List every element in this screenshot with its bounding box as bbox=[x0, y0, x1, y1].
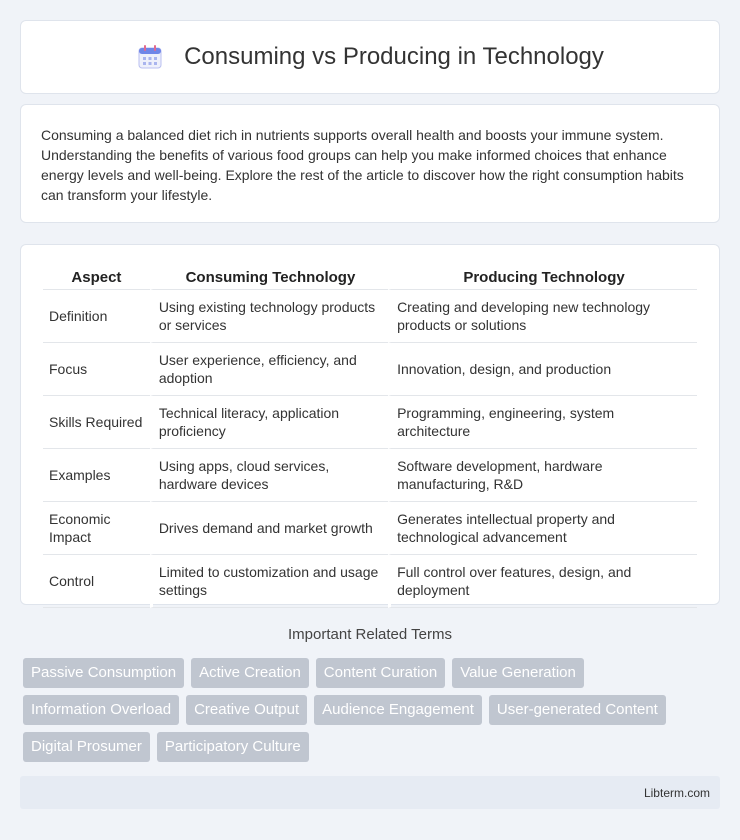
table-cell: Creating and developing new technology products or solutions bbox=[388, 290, 697, 343]
table-cell: Using apps, cloud services, hardware devices bbox=[150, 449, 388, 502]
related-term-tag[interactable]: Creative Output bbox=[186, 695, 307, 725]
related-term-tag[interactable]: Value Generation bbox=[452, 658, 584, 688]
table-row bbox=[43, 396, 697, 449]
related-term-tag[interactable]: Information Overload bbox=[23, 695, 179, 725]
table-cell: Programming, engineering, system architecture bbox=[388, 396, 697, 449]
table-row bbox=[43, 343, 697, 396]
table-cell: Skills Required bbox=[43, 396, 150, 449]
related-term-tag[interactable]: User-generated Content bbox=[489, 695, 666, 725]
related-term-tag[interactable]: Digital Prosumer bbox=[23, 732, 150, 762]
related-term-tag[interactable]: Active Creation bbox=[191, 658, 309, 688]
column-header-producing: Producing Technology bbox=[388, 265, 697, 290]
footer-site-link[interactable]: Libterm.com bbox=[643, 785, 710, 800]
table-cell: Drives demand and market growth bbox=[150, 502, 388, 555]
related-term-tag[interactable]: Audience Engagement bbox=[314, 695, 482, 725]
table-cell: Definition bbox=[43, 290, 150, 343]
calendar-icon bbox=[136, 43, 164, 71]
column-header-aspect: Aspect bbox=[43, 265, 150, 290]
related-term-tag[interactable]: Content Curation bbox=[316, 658, 445, 688]
table-cell: User experience, efficiency, and adoption bbox=[150, 343, 388, 396]
related-terms-list bbox=[23, 658, 723, 762]
comparison-table bbox=[43, 265, 697, 608]
comparison-card bbox=[20, 244, 720, 605]
table-cell: Technical literacy, application proficiency bbox=[150, 396, 388, 449]
intro-card bbox=[20, 104, 720, 223]
table-cell: Innovation, design, and production bbox=[388, 343, 697, 396]
related-term-tag[interactable]: Participatory Culture bbox=[157, 732, 309, 762]
table-row bbox=[43, 449, 697, 502]
table-cell: Examples bbox=[43, 449, 150, 502]
table-cell: Full control over features, design, and deployment bbox=[388, 555, 697, 608]
table-cell: Limited to customization and usage settings bbox=[150, 555, 388, 608]
related-terms-heading: Important Related Terms bbox=[288, 626, 452, 643]
table-row bbox=[43, 502, 697, 555]
related-term-tag[interactable]: Passive Consumption bbox=[23, 658, 184, 688]
table-cell: Software development, hardware manufacturing, R&D bbox=[388, 449, 697, 502]
title-card bbox=[20, 20, 720, 94]
table-cell: Generates intellectual property and technological advancement bbox=[388, 502, 697, 555]
column-header-consuming: Consuming Technology bbox=[150, 265, 388, 290]
table-cell: Focus bbox=[43, 343, 150, 396]
table-header-row bbox=[43, 265, 697, 290]
footer bbox=[20, 776, 720, 809]
table-row bbox=[43, 290, 697, 343]
table-cell: Using existing technology products or services bbox=[150, 290, 388, 343]
page-title: Consuming vs Producing in Technology bbox=[184, 43, 604, 70]
table-cell: Economic Impact bbox=[43, 502, 150, 555]
intro-text: Consuming a balanced diet rich in nutrients supports overall health and boosts your immune system. Understanding the benefits of various food groups can help you make informed choices that enhance energy levels and well-being. Explore the rest of the article to discover how the right consumption habits can transform your lifestyle. bbox=[41, 127, 684, 203]
table-cell: Control bbox=[43, 555, 150, 608]
table-row bbox=[43, 555, 697, 608]
